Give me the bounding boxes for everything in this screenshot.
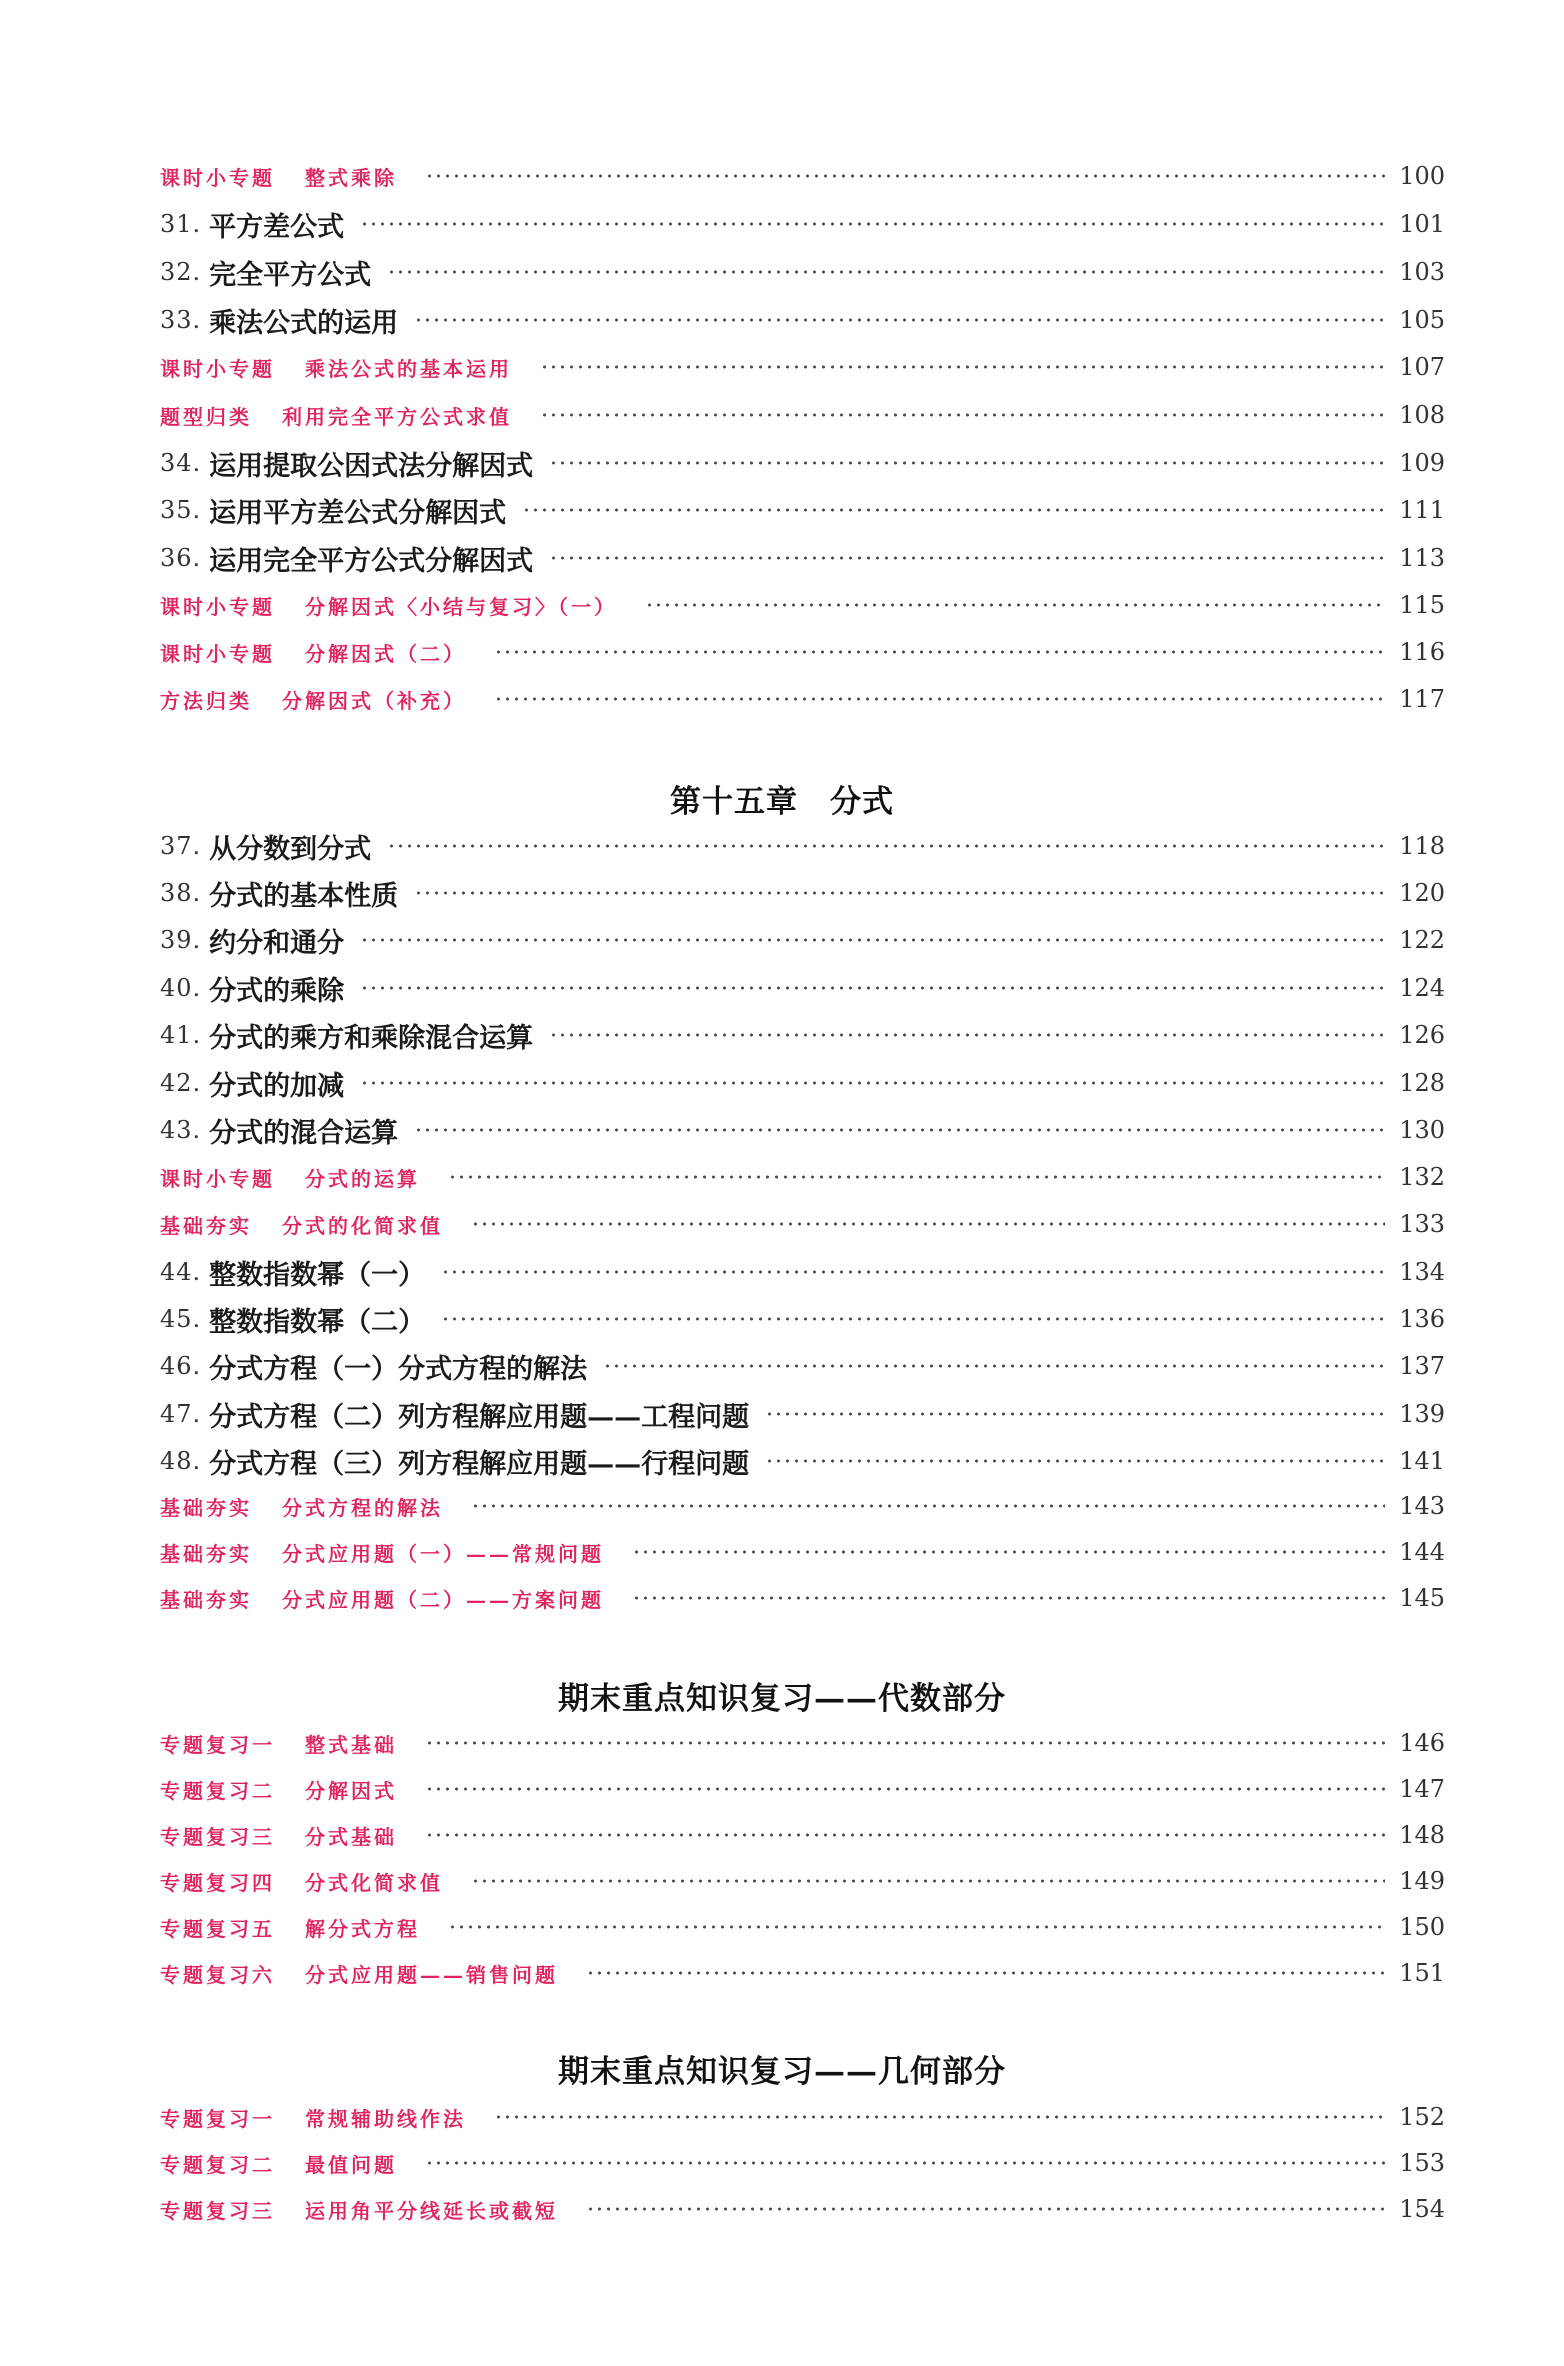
toc-category: 方法归类 <box>160 688 252 713</box>
toc-page-number: 108 <box>1399 401 1445 429</box>
leader-dots <box>425 1832 1385 1838</box>
toc-row-sub[interactable] <box>160 1907 1445 1947</box>
toc-lesson-number: 40. <box>160 974 202 1002</box>
toc-category: 专题复习六 <box>160 1962 275 1987</box>
toc-row-sub[interactable] <box>160 1723 1445 1763</box>
toc-page-number: 136 <box>1399 1305 1445 1333</box>
leader-dots <box>425 1786 1385 1792</box>
toc-category: 课时小专题 <box>160 594 275 619</box>
toc-row-sub[interactable] <box>160 1486 1445 1526</box>
leader-dots <box>586 2206 1385 2212</box>
toc-page-number: 133 <box>1399 1210 1445 1238</box>
toc-lesson-title: 分式方程（一）分式方程的解法 <box>209 1353 588 1385</box>
leader-dots <box>414 1127 1385 1133</box>
toc-category: 专题复习二 <box>160 1778 275 1803</box>
toc-row-lesson[interactable] <box>160 252 1445 292</box>
toc-category: 题型归类 <box>160 404 252 429</box>
toc-page-number: 100 <box>1399 162 1445 190</box>
toc-lesson-title: 完全平方公式 <box>209 259 372 291</box>
leader-dots <box>765 1411 1385 1417</box>
toc-topic: 利用完全平方公式求值 <box>282 404 512 429</box>
toc-topic: 最值问题 <box>305 2152 397 2177</box>
toc-row-lesson[interactable] <box>160 1110 1445 1150</box>
toc-page-number: 126 <box>1399 1021 1445 1049</box>
toc-lesson-title: 平方差公式 <box>209 211 345 243</box>
toc-row-sub[interactable] <box>160 1204 1445 1244</box>
toc-lesson-number: 39. <box>160 926 202 954</box>
leader-dots <box>441 1269 1385 1275</box>
chapter-heading: 第十五章 分式 <box>670 784 894 820</box>
toc-row-lesson[interactable] <box>160 1015 1445 1055</box>
toc-page-number: 137 <box>1399 1352 1445 1380</box>
toc-category: 基础夯实 <box>160 1213 252 1238</box>
toc-page-number: 139 <box>1399 1400 1445 1428</box>
toc-page-number: 107 <box>1399 353 1445 381</box>
leader-dots <box>471 1878 1385 1884</box>
toc-page-number: 115 <box>1399 591 1445 619</box>
toc-page-number: 152 <box>1399 2103 1445 2131</box>
leader-dots <box>494 696 1385 702</box>
toc-lesson-number: 45. <box>160 1305 202 1333</box>
leader-dots <box>586 1970 1385 1976</box>
toc-page-number: 128 <box>1399 1069 1445 1097</box>
toc-topic: 分式的化简求值 <box>282 1213 443 1238</box>
toc-lesson-title: 运用提取公因式法分解因式 <box>209 450 534 482</box>
leader-dots <box>540 412 1385 418</box>
toc-row-lesson[interactable] <box>160 1063 1445 1103</box>
toc-page-number: 120 <box>1399 879 1445 907</box>
section-heading-algebra: 期末重点知识复习——代数部分 <box>558 1681 1006 1717</box>
toc-page-number: 117 <box>1399 685 1445 713</box>
toc-row-sub[interactable] <box>160 1532 1445 1572</box>
toc-lesson-title: 从分数到分式 <box>209 833 372 865</box>
toc-lesson-number: 48. <box>160 1447 202 1475</box>
toc-page-number: 151 <box>1399 1959 1445 1987</box>
toc-lesson-title: 运用平方差公式分解因式 <box>209 497 507 529</box>
toc-lesson-number: 37. <box>160 832 202 860</box>
toc-lesson-title: 分式的基本性质 <box>209 880 399 912</box>
toc-page-number: 141 <box>1399 1447 1445 1475</box>
toc-page-number: 144 <box>1399 1538 1445 1566</box>
leader-dots <box>360 1080 1385 1086</box>
toc-row-lesson[interactable] <box>160 826 1445 866</box>
toc-lesson-title: 分式方程（二）列方程解应用题——工程问题 <box>209 1401 750 1433</box>
toc-row-sub[interactable] <box>160 1769 1445 1809</box>
toc-row-lesson[interactable] <box>160 873 1445 913</box>
toc-lesson-number: 33. <box>160 306 202 334</box>
toc-row-lesson[interactable] <box>160 538 1445 578</box>
toc-lesson-title: 分式的加减 <box>209 1070 345 1102</box>
toc-lesson-number: 42. <box>160 1069 202 1097</box>
toc-row-sub[interactable] <box>160 2097 1445 2137</box>
toc-page-number: 149 <box>1399 1867 1445 1895</box>
toc-category: 基础夯实 <box>160 1495 252 1520</box>
toc-topic: 分式的运算 <box>305 1166 420 1191</box>
toc-topic: 分式应用题——销售问题 <box>305 1962 558 1987</box>
toc-category: 课时小专题 <box>160 356 275 381</box>
toc-topic: 分式化简求值 <box>305 1870 443 1895</box>
toc-lesson-title: 分式的乘方和乘除混合运算 <box>209 1022 534 1054</box>
toc-row-lesson[interactable] <box>160 300 1445 340</box>
leader-dots <box>494 649 1385 655</box>
toc-category: 专题复习三 <box>160 2198 275 2223</box>
toc-row-lesson[interactable] <box>160 1346 1445 1386</box>
leader-dots <box>549 460 1385 466</box>
leader-dots <box>360 985 1385 991</box>
leader-dots <box>425 1740 1385 1746</box>
toc-topic: 整式基础 <box>305 1732 397 1757</box>
leader-dots <box>360 221 1385 227</box>
leader-dots <box>448 1174 1385 1180</box>
toc-page-number: 145 <box>1399 1584 1445 1612</box>
toc-page-number: 124 <box>1399 974 1445 1002</box>
toc-category: 专题复习五 <box>160 1916 275 1941</box>
toc-lesson-title: 整数指数幂（一） <box>209 1259 426 1291</box>
toc-row-sub[interactable] <box>160 1578 1445 1618</box>
toc-page-number: 148 <box>1399 1821 1445 1849</box>
toc-category: 专题复习一 <box>160 1732 275 1757</box>
leader-dots <box>387 843 1385 849</box>
toc-row-sub[interactable] <box>160 2189 1445 2229</box>
toc-category: 专题复习一 <box>160 2106 275 2131</box>
toc-category: 课时小专题 <box>160 641 275 666</box>
toc-page-number: 130 <box>1399 1116 1445 1144</box>
leader-dots <box>603 1363 1385 1369</box>
toc-lesson-title: 运用完全平方公式分解因式 <box>209 545 534 577</box>
toc-page-number: 153 <box>1399 2149 1445 2177</box>
toc-lesson-title: 分式的乘除 <box>209 975 345 1007</box>
toc-row-sub[interactable] <box>160 347 1445 387</box>
toc-row-lesson[interactable] <box>160 443 1445 483</box>
toc-lesson-number: 38. <box>160 879 202 907</box>
toc-page-number: 105 <box>1399 306 1445 334</box>
toc-lesson-number: 44. <box>160 1258 202 1286</box>
toc-lesson-title: 约分和通分 <box>209 927 345 959</box>
toc-category: 课时小专题 <box>160 1166 275 1191</box>
toc-lesson-number: 31. <box>160 210 202 238</box>
toc-page-number: 146 <box>1399 1729 1445 1757</box>
leader-dots <box>522 507 1385 513</box>
toc-topic: 分解因式 <box>305 1778 397 1803</box>
leader-dots <box>387 269 1385 275</box>
leader-dots <box>425 2160 1385 2166</box>
toc-row-lesson[interactable] <box>160 490 1445 530</box>
toc-row-sub[interactable] <box>160 1953 1445 1993</box>
toc-page-number: 103 <box>1399 258 1445 286</box>
toc-lesson-title: 分式的混合运算 <box>209 1117 399 1149</box>
toc-page-number: 109 <box>1399 449 1445 477</box>
toc-lesson-title: 乘法公式的运用 <box>209 307 399 339</box>
leader-dots <box>414 890 1385 896</box>
toc-row-sub[interactable] <box>160 2143 1445 2183</box>
toc-topic: 分式应用题（一）——常规问题 <box>282 1541 604 1566</box>
toc-lesson-number: 34. <box>160 449 202 477</box>
toc-page-number: 143 <box>1399 1492 1445 1520</box>
leader-dots <box>549 1032 1385 1038</box>
toc-topic: 分式应用题（二）——方案问题 <box>282 1587 604 1612</box>
toc-page-number: 147 <box>1399 1775 1445 1803</box>
toc-topic: 解分式方程 <box>305 1916 420 1941</box>
toc-lesson-number: 46. <box>160 1352 202 1380</box>
toc-row-sub[interactable] <box>160 632 1445 672</box>
toc-page-number: 122 <box>1399 926 1445 954</box>
toc-topic: 整式乘除 <box>305 165 397 190</box>
toc-row-lesson[interactable] <box>160 1299 1445 1339</box>
toc-row-sub[interactable] <box>160 156 1445 196</box>
toc-category: 专题复习二 <box>160 2152 275 2177</box>
leader-dots <box>441 1316 1385 1322</box>
toc-row-lesson[interactable] <box>160 1441 1445 1481</box>
toc-lesson-title: 整数指数幂（二） <box>209 1306 426 1338</box>
toc-page-number: 113 <box>1399 544 1445 572</box>
toc-category: 课时小专题 <box>160 165 275 190</box>
leader-dots <box>471 1503 1385 1509</box>
toc-lesson-number: 35. <box>160 496 202 524</box>
toc-lesson-number: 41. <box>160 1021 202 1049</box>
leader-dots <box>540 364 1385 370</box>
toc-lesson-title: 分式方程（三）列方程解应用题——行程问题 <box>209 1448 750 1480</box>
toc-category: 基础夯实 <box>160 1541 252 1566</box>
toc-page-number: 150 <box>1399 1913 1445 1941</box>
toc-topic: 分解因式（二） <box>305 641 466 666</box>
toc-page-number: 101 <box>1399 210 1445 238</box>
toc-lesson-number: 32. <box>160 258 202 286</box>
toc-page-number: 134 <box>1399 1258 1445 1286</box>
toc-lesson-number: 36. <box>160 544 202 572</box>
toc-page-number: 132 <box>1399 1163 1445 1191</box>
leader-dots <box>425 173 1385 179</box>
toc-row-sub[interactable] <box>160 1861 1445 1901</box>
leader-dots <box>632 1595 1385 1601</box>
toc-topic: 分解因式（补充） <box>282 688 466 713</box>
leader-dots <box>360 937 1385 943</box>
section-heading-geometry: 期末重点知识复习——几何部分 <box>558 2054 1006 2090</box>
toc-row-lesson[interactable] <box>160 920 1445 960</box>
toc-category: 专题复习四 <box>160 1870 275 1895</box>
toc-topic: 常规辅助线作法 <box>305 2106 466 2131</box>
toc-lesson-number: 47. <box>160 1400 202 1428</box>
toc-topic: 运用角平分线延长或截短 <box>305 2198 558 2223</box>
leader-dots <box>471 1221 1385 1227</box>
toc-row-lesson[interactable] <box>160 204 1445 244</box>
toc-category: 专题复习三 <box>160 1824 275 1849</box>
toc-topic: 乘法公式的基本运用 <box>305 356 512 381</box>
toc-row-sub[interactable] <box>160 679 1445 719</box>
toc-row-sub[interactable] <box>160 1815 1445 1855</box>
toc-lesson-number: 43. <box>160 1116 202 1144</box>
leader-dots <box>549 555 1385 561</box>
toc-category: 基础夯实 <box>160 1587 252 1612</box>
leader-dots <box>448 1924 1385 1930</box>
toc-page-number: 118 <box>1399 832 1445 860</box>
leader-dots <box>645 602 1385 608</box>
toc-page-number: 111 <box>1399 496 1445 524</box>
toc-topic: 分式方程的解法 <box>282 1495 443 1520</box>
leader-dots <box>632 1549 1385 1555</box>
toc-topic: 分解因式〈小结与复习〉（一） <box>305 594 617 619</box>
leader-dots <box>414 317 1385 323</box>
toc-page-number: 116 <box>1399 638 1445 666</box>
toc-topic: 分式基础 <box>305 1824 397 1849</box>
leader-dots <box>765 1458 1385 1464</box>
leader-dots <box>494 2114 1385 2120</box>
toc-row-lesson[interactable] <box>160 968 1445 1008</box>
toc-row-lesson[interactable] <box>160 1252 1445 1292</box>
toc-row-sub[interactable] <box>160 585 1445 625</box>
toc-row-sub[interactable] <box>160 1157 1445 1197</box>
toc-row-lesson[interactable] <box>160 1394 1445 1434</box>
toc-row-sub[interactable] <box>160 395 1445 435</box>
toc-page-number: 154 <box>1399 2195 1445 2223</box>
